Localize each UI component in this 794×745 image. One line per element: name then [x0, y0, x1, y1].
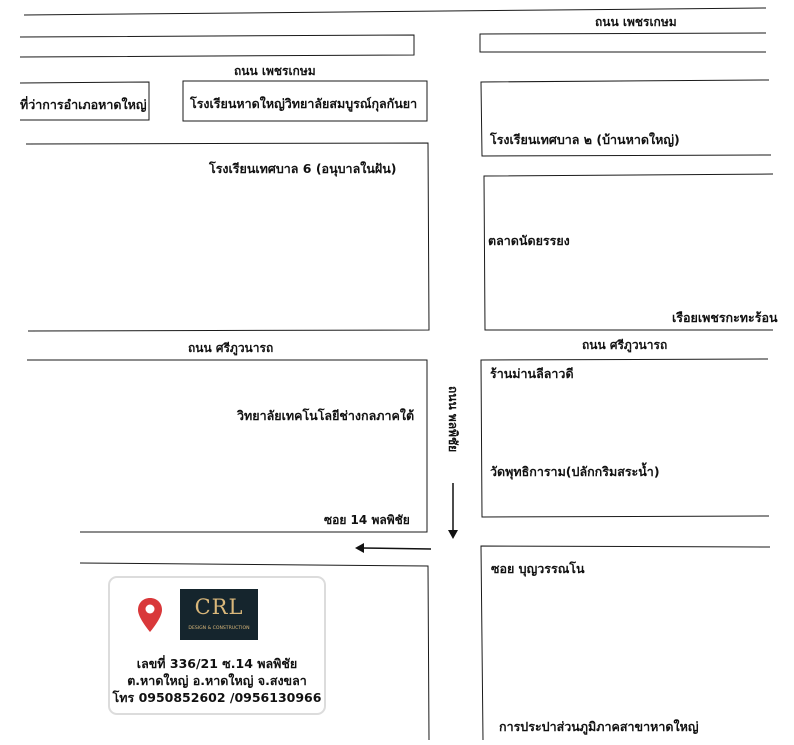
- logo-text-sub: DESIGN & CONSTRUCTION: [188, 626, 250, 631]
- place-wat-phutthikaram: วัดพุทธิการาม(ปลักกริมสระน้ำ): [490, 464, 660, 479]
- logo-text-main: CRL: [194, 595, 244, 619]
- map-pin-icon: [138, 598, 162, 632]
- road-label-siphuwanat-right: ถนน ศรีภูวนารถ: [582, 338, 668, 352]
- block-market: [484, 174, 773, 330]
- address-line-1: เลขที่ 336/21 ซ.14 พลพิชัย: [136, 656, 298, 671]
- road-label-phetkasem-mid: ถนน เพชรเกษม: [234, 64, 316, 78]
- block-technical-college: [27, 360, 427, 532]
- address-line-2: ต.หาดใหญ่ อ.หาดใหญ่ จ.สงขลา: [127, 673, 307, 688]
- road-label-phetkasem-top: ถนน เพชรเกษม: [595, 15, 677, 29]
- arrow-down-head: [448, 530, 458, 539]
- road-label-soi14: ซอย 14 พลพิชัย: [324, 513, 410, 527]
- company-logo: [180, 589, 258, 640]
- place-talat-natyarong: ตลาดนัดยรรยง: [488, 233, 570, 248]
- place-municipal-school-2: โรงเรียนเทศบาล ๒ (บ้านหาดใหญ่): [490, 132, 680, 147]
- place-hatyai-school: โรงเรียนหาดใหญ่วิทยาลัยสมบูรณ์กุลกันยา: [190, 96, 418, 111]
- place-pea-office: การประปาส่วนภูมิภาคสาขาหาดใหญ่: [499, 719, 699, 734]
- company-card: [108, 576, 326, 715]
- phone-line: โทร 0950852602 /0956130966: [112, 690, 322, 705]
- road-label-siphuwanat-left: ถนน ศรีภูวนารถ: [188, 341, 274, 355]
- road-strip-right: [480, 33, 766, 52]
- arrow-left-head: [355, 543, 364, 553]
- road-label-soi-bunyawan: ซอย บุญวรรณโน: [491, 561, 585, 576]
- arrow-left-line: [362, 548, 431, 549]
- road-strip-left: [20, 35, 414, 57]
- place-ruean-phet: เรือยเพชรกะทะร้อน: [672, 310, 778, 325]
- place-district-office: ที่ว่าการอำเภอหาดใหญ่: [20, 97, 147, 112]
- place-curtain-shop: ร้านม่านลีลาวดี: [490, 366, 574, 381]
- road-label-phonphichai: ถนน พลพิชัย: [446, 386, 460, 453]
- place-municipal-school-6: โรงเรียนเทศบาล 6 (อนุบาลในฝัน): [209, 161, 397, 176]
- place-technical-college: วิทยาลัยเทคโนโลยีช่างกลภาคใต้: [237, 408, 415, 423]
